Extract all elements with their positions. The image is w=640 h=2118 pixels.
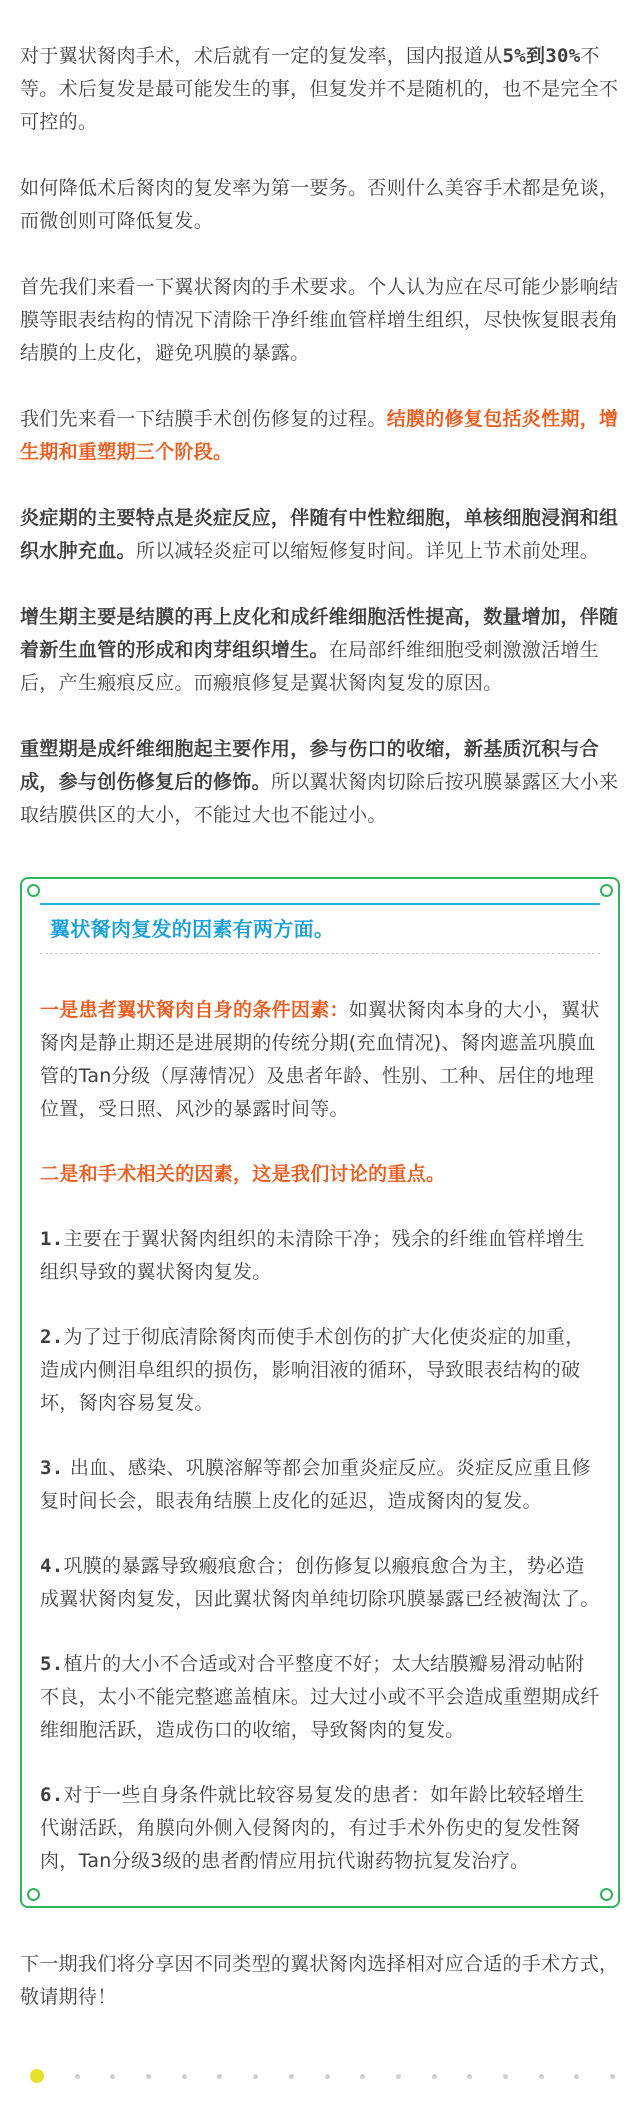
next-issue-note: 下一期我们将分享因不同类型的翼状胬肉选择相对应合适的手术方式，敬请期待！ bbox=[20, 1953, 619, 2008]
pagination-dots[interactable] bbox=[30, 2068, 615, 2084]
corner-circle-icon bbox=[27, 1888, 40, 1901]
pagination-dot[interactable] bbox=[217, 2074, 222, 2079]
patient-factors: 一是患者翼状胬肉自身的条件因素：如翼状胬肉本身的大小，翼状胬肉是静止期还是进展期的传统分期(充血情况)、胬肉遮盖巩膜血管的Tan分级（厚薄情况）及患者年龄、性别、工种、居住的地理位置，受日照、风沙的暴露时间等。 bbox=[40, 999, 600, 1120]
recurrence-factors-box bbox=[20, 877, 620, 1908]
pagination-dot[interactable] bbox=[467, 2074, 472, 2079]
corner-circle-icon bbox=[27, 884, 40, 897]
pagination-dot-active[interactable] bbox=[30, 2069, 44, 2083]
paragraph-repair-process: 我们先来看一下结膜手术创伤修复的过程。结膜的修复包括炎性期，增生期和重塑期三个阶段。 bbox=[20, 408, 619, 463]
paragraph-remodeling-phase: 重塑期是成纤维细胞起主要作用，参与伤口的收缩，新基质沉积与合成，参与创伤修复后的修饰。所以翼状胬肉切除后按巩膜暴露区大小来取结膜供区的大小，不能过大也不能过小。 bbox=[20, 738, 619, 826]
pagination-dot[interactable] bbox=[146, 2074, 151, 2079]
pagination-dot[interactable] bbox=[539, 2074, 544, 2079]
factor-item: 4.巩膜的暴露导致瘢痕愈合；创伤修复以瘢痕愈合为主，势必造成翼状胬肉复发，因此翼状胬肉单纯切除巩膜暴露已经被淘汰了。 bbox=[40, 1555, 600, 1610]
pagination-dot[interactable] bbox=[396, 2074, 401, 2079]
corner-circle-icon bbox=[600, 1888, 613, 1901]
paragraph-recurrence-rate: 对于翼状胬肉手术，术后就有一定的复发率，国内报道从5%到30%不等。术后复发是最可能发生的事，但复发并不是随机的，也不是完全不可控的。 bbox=[20, 45, 619, 133]
pagination-dot[interactable] bbox=[289, 2074, 294, 2079]
box-title: 翼状胬肉复发的因素有两方面。 bbox=[40, 903, 600, 954]
factor-item: 2.为了过于彻底清除胬肉而使手术创伤的扩大化使炎症的加重，造成内侧泪阜组织的损伤，影响泪液的循环，导致眼表结构的破坏，胬肉容易复发。 bbox=[40, 1326, 585, 1414]
pagination-dot[interactable] bbox=[325, 2074, 330, 2079]
factor-item: 5.植片的大小不合适或对合平整度不好；太大结膜瓣易滑动帖附不良，太小不能完整遮盖植床。过大过小或不平会造成重塑期成纤维细胞活跃，造成伤口的收缩，导致胬肉的复发。 bbox=[40, 1653, 600, 1741]
factor-item: 1.主要在于翼状胬肉组织的未清除干净；残余的纤维血管样增生组织导致的翼状胬肉复发。 bbox=[40, 1228, 585, 1283]
pagination-dot[interactable] bbox=[503, 2074, 508, 2079]
pagination-dot[interactable] bbox=[110, 2074, 115, 2079]
repair-stages-highlight: 结膜的修复包括炎性期，增生期和重塑期三个阶段。 bbox=[20, 408, 619, 463]
pagination-dot[interactable] bbox=[182, 2074, 187, 2079]
pagination-dot[interactable] bbox=[360, 2074, 365, 2079]
paragraph-inflammatory-phase: 炎症期的主要特点是炎症反应，伴随有中性粒细胞，单核细胞浸润和组织水肿充血。所以减轻炎症可以缩短修复时间。详见上节术前处理。 bbox=[20, 507, 619, 562]
factor-item: 3. 出血、感染、巩膜溶解等都会加重炎症反应。炎症反应重且修复时间长会，眼表角结膜上皮化的延迟，造成胬肉的复发。 bbox=[40, 1457, 591, 1512]
surgery-factors-heading: 二是和手术相关的因素，这是我们讨论的重点。 bbox=[40, 1163, 446, 1185]
recurrence-range: 5%到30% bbox=[502, 45, 581, 67]
factor-item: 6.对于一些自身条件就比较容易复发的患者：如年龄比较轻增生代谢活跃，角膜向外侧入侵胬肉的，有过手术外伤史的复发性胬肉，Tan分级3级的患者酌情应用抗代谢药物抗复发治疗。 bbox=[40, 1784, 585, 1872]
corner-circle-icon bbox=[600, 884, 613, 897]
paragraph-priority: 如何降低术后胬肉的复发率为第一要务。否则什么美容手术都是免谈，而微创则可降低复发。 bbox=[20, 177, 619, 232]
paragraph-surgical-requirements: 首先我们来看一下翼状胬肉的手术要求。个人认为应在尽可能少影响结膜等眼表结构的情况下清除干净纤维血管样增生组织，尽快恢复眼表角结膜的上皮化，避免巩膜的暴露。 bbox=[20, 276, 619, 364]
pagination-dot[interactable] bbox=[432, 2074, 437, 2079]
pagination-dot[interactable] bbox=[253, 2074, 258, 2079]
pagination-dot[interactable] bbox=[610, 2074, 615, 2079]
pagination-dot[interactable] bbox=[574, 2074, 579, 2079]
paragraph-proliferative-phase: 增生期主要是结膜的再上皮化和成纤维细胞活性提高，数量增加，伴随着新生血管的形成和肉芽组织增生。在局部纤维细胞受刺激激活增生后，产生瘢痕反应。而瘢痕修复是翼状胬肉复发的原因。 bbox=[20, 606, 619, 694]
pagination-dot[interactable] bbox=[75, 2074, 80, 2079]
